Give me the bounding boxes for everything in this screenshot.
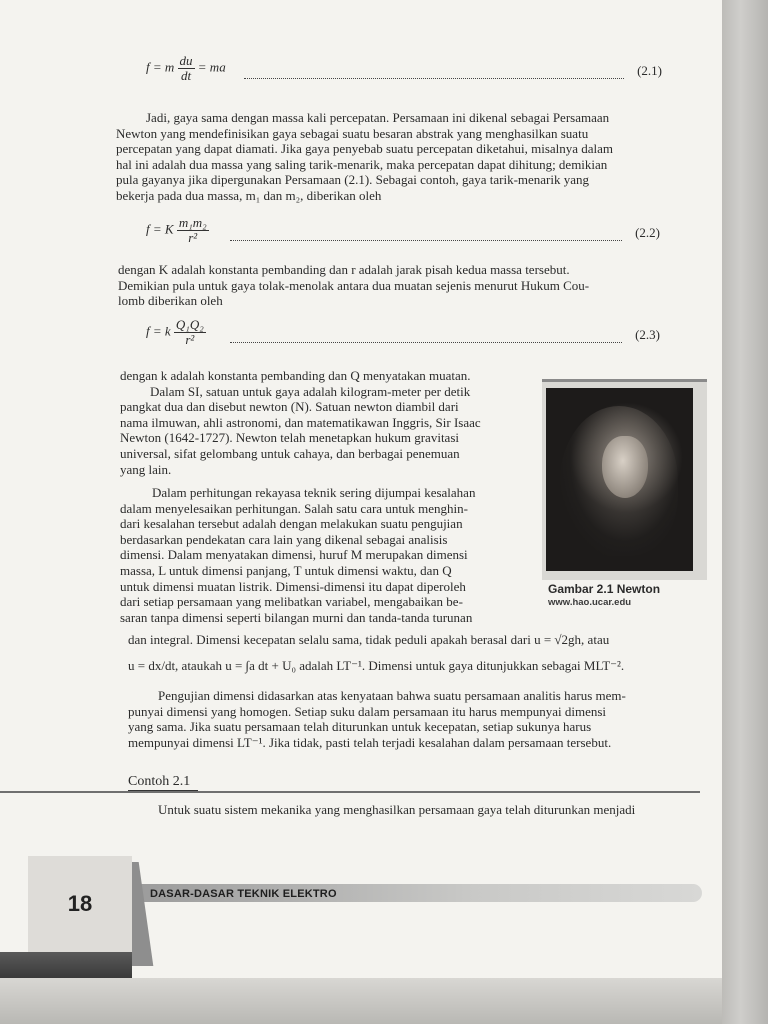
portrait-face	[602, 436, 648, 498]
text-line: berdasarkan pendekatan cara lain yang dikenal sebagai analisis	[120, 531, 448, 547]
text-line: percepatan yang dapat diamati. Jika gaya penyebab suatu percepatan diketahui, misalnya dalam	[116, 141, 614, 157]
equation-number: (2.3)	[635, 327, 660, 342]
equation-2-3: f = k $\frac{\text{Q₁Q₂}}{\text{r²}}$ (2.3)	[146, 317, 660, 347]
book-title: DASAR-DASAR TEKNIK ELEKTRO	[150, 888, 337, 900]
page-number: 18	[67, 891, 93, 916]
text-line: mempunyai dimensi LT⁻¹. Jika tidak, pasti telah terjadi kesalahan dalam persamaan tersebut.	[128, 734, 612, 750]
page-edge-shadow	[722, 0, 768, 1024]
text-line: Dalam perhitungan rekayasa teknik sering dijumpai kesalahan	[152, 485, 476, 500]
text-line: bekerja pada dua massa, m₁ dan m₂, diberikan oleh	[116, 187, 382, 203]
footer-dark-bar	[0, 952, 132, 978]
equation-number: (2.1)	[637, 63, 662, 78]
text-line: dari kesalahan tersebut adalah dengan melakukan suatu pengujian	[120, 516, 463, 532]
equation-2-2: f = K $\frac{\text{m₁m₂}}{\text{r²}}$ (2.2)	[146, 215, 660, 245]
text-line: u = dx/dt, ataukah u = ∫a dt + U₀ adalah LT⁻¹. Dimensi untuk gaya ditunjukkan sebagai MLT⁻².	[128, 657, 625, 673]
page-bottom-edge	[0, 978, 722, 1024]
text-line: Demikian pula untuk gaya tolak-menolak antara dua muatan sejenis menurut Hukum Cou-	[118, 277, 590, 293]
text-line: Pengujian dimensi didasarkan atas kenyataan bahwa suatu persamaan analitis harus mem-	[158, 688, 626, 703]
text-line: yang lain.	[120, 461, 172, 477]
text-line: Untuk suatu sistem mekanika yang menghasilkan persamaan gaya telah diturunkan menjadi	[158, 802, 636, 817]
text-line: Newton (1642-1727). Newton telah menetapkan hukum gravitasi	[120, 430, 459, 446]
text-line: untuk dimensi muatan listrik. Dimensi-dimensi itu dapat diperoleh	[120, 578, 466, 594]
section-rule	[0, 791, 700, 793]
text-line: dengan K adalah konstanta pembanding dan r adalah jarak pisah kedua massa tersebut.	[118, 262, 570, 277]
leader-dots	[244, 70, 624, 79]
text-line: Dalam SI, satuan untuk gaya adalah kilogram-meter per detik	[150, 383, 471, 399]
text-line: hal ini adalah dua massa yang saling tarik-menarik, maka percepatan dapat dihitung; demikian	[116, 156, 608, 172]
text-line: punyai dimensi yang homogen. Setiap suku dalam persamaan itu harus mempunyai dimensi	[128, 703, 607, 719]
paragraph-dimension-test	[128, 688, 698, 750]
text-line: saran tanpa dimensi seperti bilangan murni dan tanda-tanda turunan	[120, 609, 473, 625]
text-line: dan integral. Dimensi kecepatan selalu sama, tidak peduli apakah berasal dari u = √2gh, atau	[128, 632, 610, 647]
figure-caption: Gambar 2.1 Newton	[548, 582, 661, 596]
text-line: nama ilmuwan, ahli astronomi, dan matematikawan Inggris, Sir Isaac	[120, 414, 481, 430]
heading-underline	[128, 790, 198, 791]
text-line: universal, sifat gelombang untuk cahaya, dan berbagai penemuan	[120, 445, 460, 461]
text-line: Newton yang mendefinisikan gaya sebagai suatu besaran abstrak yang menghasilkan suatu	[116, 125, 589, 141]
text-line: Jadi, gaya sama dengan massa kali percepatan. Persamaan ini dikenal sebagai Persamaan	[146, 110, 610, 125]
paragraph-gravitation	[118, 262, 692, 309]
equation-number: (2.2)	[635, 225, 660, 240]
text-line: massa, L untuk dimensi panjang, T untuk dimensi waktu, dan Q	[120, 562, 452, 578]
text-line: pangkat dua dan disebut newton (N). Satuan newton diambil dari	[120, 399, 459, 415]
text-line: dari setiap persamaan yang melibatkan variabel, mengabaikan be-	[120, 594, 463, 610]
example-heading: Contoh 2.1	[128, 774, 191, 789]
text-line: lomb diberikan oleh	[118, 293, 223, 309]
paragraph-si-units	[120, 368, 540, 477]
paragraph-example	[158, 802, 698, 818]
figure-source: www.hao.ucar.edu	[548, 597, 632, 608]
paragraph-newton-law	[116, 110, 702, 204]
leader-dots	[230, 232, 622, 241]
newton-portrait-image	[546, 388, 693, 571]
paragraph-dimensional-analysis	[120, 485, 536, 625]
equation-2-1: f = m $\frac{du}{dt}$ = ma (2.1)	[146, 53, 662, 83]
text-line: dengan k adalah konstanta pembanding dan Q menyatakan muatan.	[120, 368, 471, 383]
text-line: yang sama. Jika suatu persamaan telah diturunkan untuk kecepatan, setiap sukunya harus	[128, 719, 592, 735]
text-line: dalam menyelesaikan perhitungan. Salah satu cara untuk menghin-	[120, 500, 468, 516]
text-line: pula gayanya jika dipergunakan Persamaan (2.1). Sebagai contoh, gaya tarik-menarik yang	[116, 172, 590, 188]
leader-dots	[230, 334, 622, 343]
text-line: dimensi. Dalam menyatakan dimensi, huruf M merupakan dimensi	[120, 547, 468, 563]
paragraph-dimensional-analysis-cont	[128, 632, 696, 673]
